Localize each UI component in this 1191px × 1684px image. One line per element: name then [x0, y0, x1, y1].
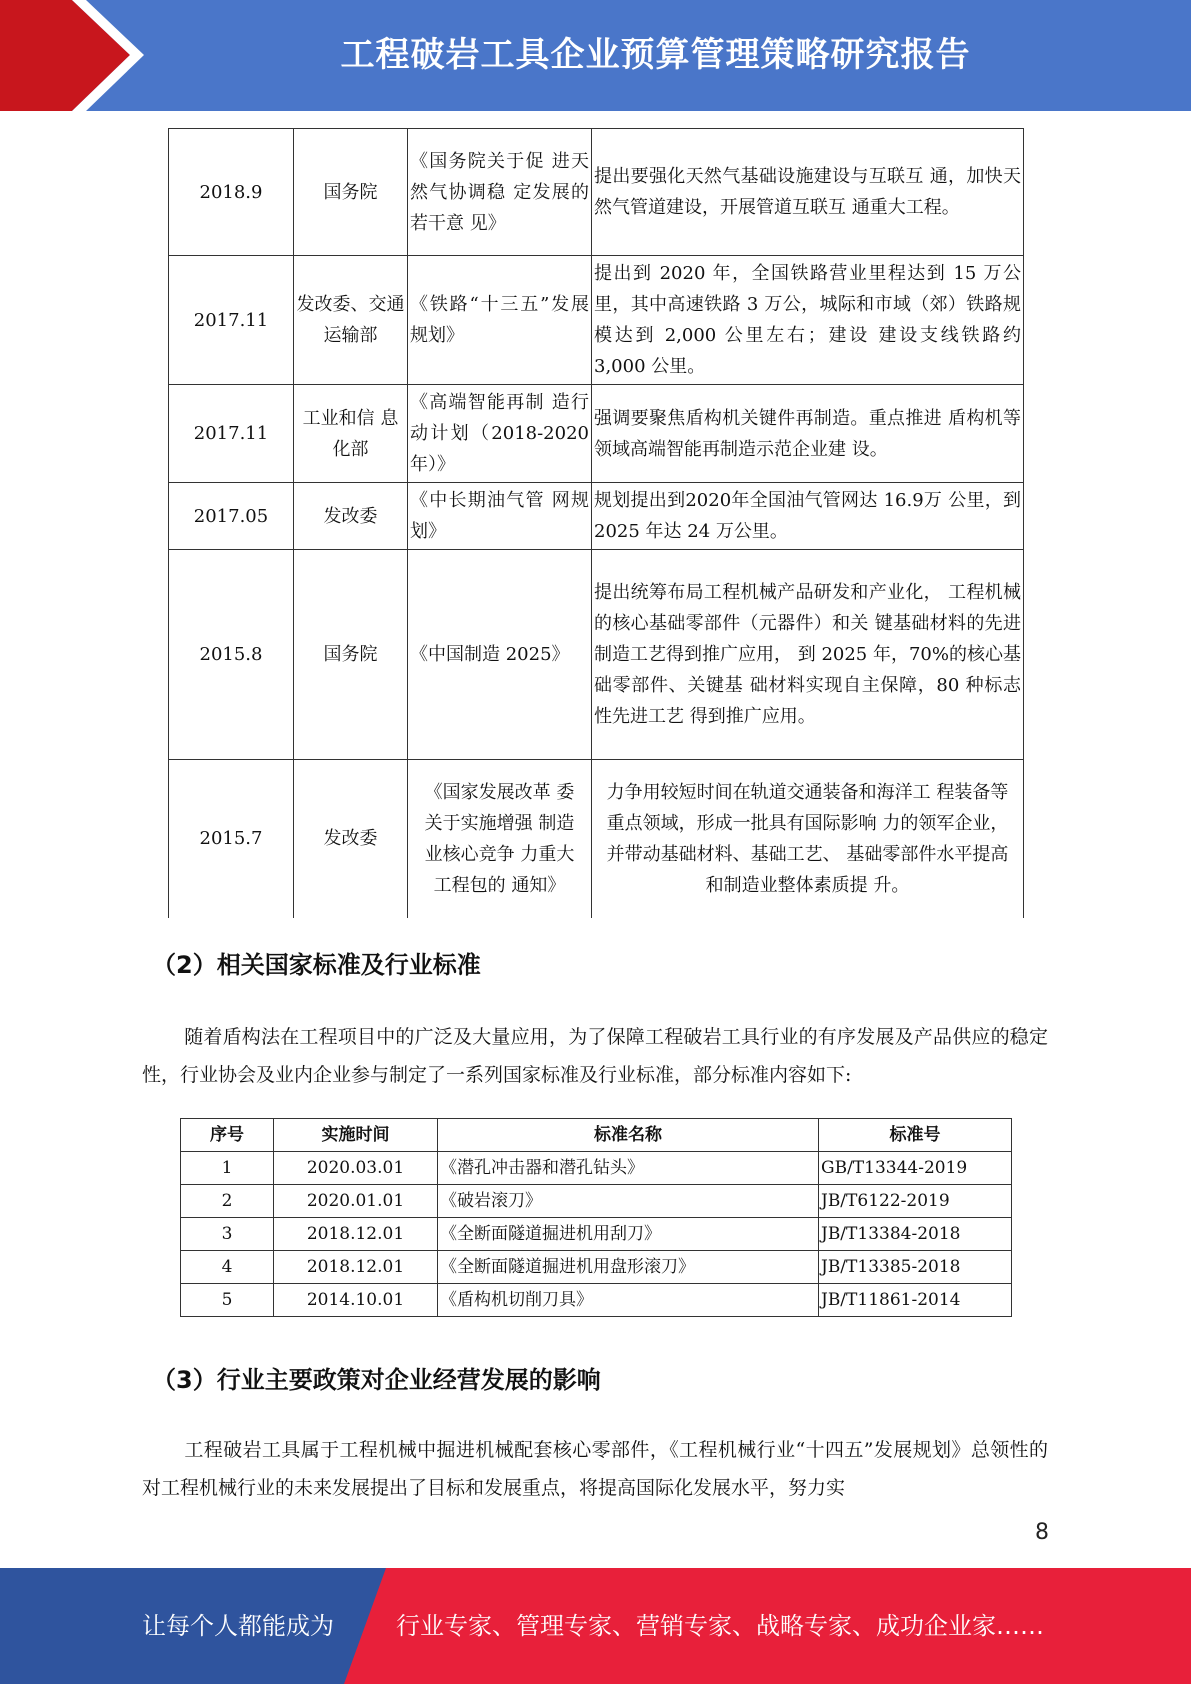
table-row: [181, 1185, 1012, 1218]
policy-impact-paragraph: [142, 1431, 1048, 1507]
page-footer: [0, 1568, 1191, 1684]
page-header: [0, 0, 1191, 111]
std-name: 《潜孔冲击器和潜孔钻头》: [438, 1152, 819, 1185]
footer-slogan-right: 行业专家、管理专家、营销专家、战略专家、成功企业家……: [396, 1612, 1044, 1640]
column-header: 序号: [181, 1119, 274, 1152]
policy-desc: 提出要强化天然气基础设施建设与互联互 通，加快天然气管道建设，开展管道互联互 通重大工程。: [592, 129, 1024, 256]
std-date: 2020.01.01: [274, 1185, 438, 1218]
column-header: 标准号: [819, 1119, 1012, 1152]
table-row: [169, 256, 1024, 385]
policy-dept: 国务院: [294, 550, 408, 760]
policy-dept: 发改委: [294, 760, 408, 918]
std-index: 1: [181, 1152, 274, 1185]
policy-dept: 发改委: [294, 483, 408, 550]
policy-doc: 《国家发展改革 委关于实施增强 制造业核心竞争 力重大工程包的 通知》: [408, 760, 592, 918]
policy-dept: 发改委、交通运输部: [294, 256, 408, 385]
policy-doc: 《中国制造 2025》: [408, 550, 592, 760]
policy-dept: 国务院: [294, 129, 408, 256]
std-name: 《全断面隧道掘进机用刮刀》: [438, 1218, 819, 1251]
policy-table: [168, 128, 1024, 918]
table-row: [181, 1218, 1012, 1251]
table-row: [169, 483, 1024, 550]
std-name: 《盾构机切削刀具》: [438, 1284, 819, 1317]
std-code: JB/T6122-2019: [819, 1185, 1012, 1218]
table-row: [181, 1284, 1012, 1317]
standards-table: [180, 1118, 1012, 1317]
policy-desc: 提出到 2020 年，全国铁路营业里程达到 15 万公里，其中高速铁路 3 万公，城际和市域（郊）铁路规模达到 2,000 公里左右；建设 建设支线铁路约 3,000 公里。: [592, 256, 1024, 385]
std-code: JB/T13384-2018: [819, 1218, 1012, 1251]
policy-doc: 《铁路“十三五”发展规划》: [408, 256, 592, 385]
table-row: [181, 1152, 1012, 1185]
policy-date: 2015.8: [169, 550, 294, 760]
policy-date: 2015.7: [169, 760, 294, 918]
std-index: 4: [181, 1251, 274, 1284]
std-index: 3: [181, 1218, 274, 1251]
std-name: 《破岩滚刀》: [438, 1185, 819, 1218]
policy-desc: 提出统筹布局工程机械产品研发和产业化， 工程机械的核心基础零部件（元器件）和关 键基础材料的先进制造工艺得到推广应用， 到 2025 年，70%的核心基础零部件、关键基 础材料实现自主保障，80 种标志性先进工艺 得到推广应用。: [592, 550, 1024, 760]
section-heading-standards: （2）相关国家标准及行业标准: [152, 951, 481, 979]
report-title: 工程破岩工具企业预算管理策略研究报告: [340, 35, 971, 75]
std-date: 2014.10.01: [274, 1284, 438, 1317]
policy-date: 2018.9: [169, 129, 294, 256]
policy-date: 2017.11: [169, 385, 294, 483]
table-row: [169, 550, 1024, 760]
std-code: GB/T13344-2019: [819, 1152, 1012, 1185]
std-date: 2018.12.01: [274, 1218, 438, 1251]
column-header: 标准名称: [438, 1119, 819, 1152]
column-header: 实施时间: [274, 1119, 438, 1152]
standards-intro-paragraph: [142, 1018, 1048, 1094]
policy-date: 2017.11: [169, 256, 294, 385]
paragraph-text: 工程破岩工具属于工程机械中掘进机械配套核心零部件，《工程机械行业“十四五”发展规划》总领性的对工程机械行业的未来发展提出了目标和发展重点，将提高国际化发展水平，努力实: [142, 1439, 1048, 1499]
policy-doc: 《高端智能再制 造行动计划（2018-2020 年）》: [408, 385, 592, 483]
table-row: [169, 385, 1024, 483]
std-date: 2018.12.01: [274, 1251, 438, 1284]
paragraph-text: 随着盾构法在工程项目中的广泛及大量应用，为了保障工程破岩工具行业的有序发展及产品供应的稳定性，行业协会及业内企业参与制定了一系列国家标准及行业标准，部分标准内容如下:: [142, 1026, 1048, 1086]
table-row: [169, 129, 1024, 256]
policy-dept: 工业和信 息化部: [294, 385, 408, 483]
policy-desc: 强调要聚焦盾构机关键件再制造。重点推进 盾构机等领域高端智能再制造示范企业建 设。: [592, 385, 1024, 483]
policy-doc: 《中长期油气管 网规划》: [408, 483, 592, 550]
std-index: 2: [181, 1185, 274, 1218]
page-number: 8: [1035, 1520, 1049, 1545]
footer-slogan-left: 让每个人都能成为: [142, 1612, 334, 1640]
std-date: 2020.03.01: [274, 1152, 438, 1185]
std-code: JB/T13385-2018: [819, 1251, 1012, 1284]
table-row: [169, 760, 1024, 918]
table-header-row: [181, 1119, 1012, 1152]
std-index: 5: [181, 1284, 274, 1317]
policy-desc: 力争用较短时间在轨道交通装备和海洋工 程装备等重点领域，形成一批具有国际影响 力的领军企业，并带动基础材料、基础工艺、 基础零部件水平提高和制造业整体素质提 升。: [592, 760, 1024, 918]
std-code: JB/T11861-2014: [819, 1284, 1012, 1317]
policy-desc: 规划提出到2020年全国油气管网达 16.9万 公里，到 2025 年达 24 万公里。: [592, 483, 1024, 550]
policy-doc: 《国务院关于促 进天然气协调稳 定发展的若干意 见》: [408, 129, 592, 256]
table-row: [181, 1251, 1012, 1284]
std-name: 《全断面隧道掘进机用盘形滚刀》: [438, 1251, 819, 1284]
header-chevron-decoration: [0, 0, 150, 111]
section-heading-policy-impact: （3）行业主要政策对企业经营发展的影响: [152, 1366, 601, 1394]
policy-date: 2017.05: [169, 483, 294, 550]
